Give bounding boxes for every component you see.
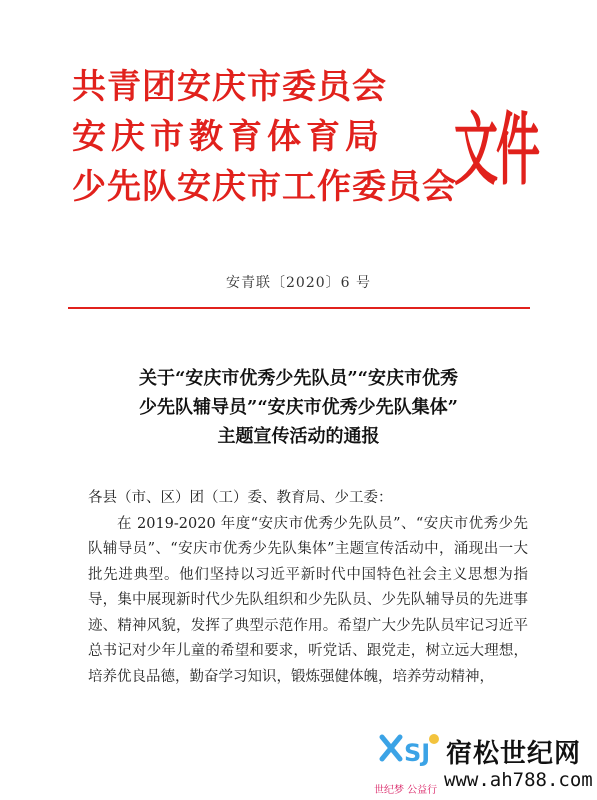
red-divider xyxy=(68,307,530,309)
watermark-slogan: 世纪梦 公益行 xyxy=(374,785,438,796)
watermark-url[interactable]: www.ah788.com xyxy=(444,769,593,791)
issuer-youth-league: 共青团安庆市委员会 xyxy=(72,67,387,107)
document-body xyxy=(88,486,528,690)
title-line-3: 主题宣传活动的通报 xyxy=(217,426,380,447)
watermark-brand: 宿松世纪网 xyxy=(446,739,582,769)
issuer-young-pioneers: 少先队安庆市工作委员会 xyxy=(72,167,457,207)
document-mark: 文件 xyxy=(454,105,538,197)
title-line-1: 关于“安庆市优秀少先队员”“安庆市优秀 xyxy=(138,368,459,389)
site-logo-icon xyxy=(378,729,442,773)
svg-text:SJ: SJ xyxy=(404,739,431,767)
document-title xyxy=(60,364,537,451)
site-watermark xyxy=(372,725,597,800)
title-line-2: 少先队辅导员”“安庆市优秀少先队集体” xyxy=(138,397,459,418)
document-number: 安青联〔2020〕6 号 xyxy=(226,275,371,291)
issuer-names xyxy=(72,62,457,212)
issuer-education-bureau: 安庆市教育体育局 xyxy=(72,117,384,157)
salutation: 各县（市、区）团（工）委、教育局、少工委： xyxy=(88,490,393,506)
body-paragraph: 在 2019-2020 年度“安庆市优秀少先队员”、“安庆市优秀少先队辅导员”、“安庆市优秀少先队集体”主题宣传活动中，涌现出一大批先进典型。他们坚持以习近平新时代中国特色社会主义思想为指导，集中展现新时代少先队组织和少先队员、少先队辅导员的先进事迹、精神风貌，发挥了典型示范作用。希望广大少先队员牢记习近平总书记对少年儿童的希望和要求，听党话、跟党走，树立远大理想，培养优良品德，勤奋学习知识，锻炼强健体魄，培养劳动精神， xyxy=(88,515,528,685)
